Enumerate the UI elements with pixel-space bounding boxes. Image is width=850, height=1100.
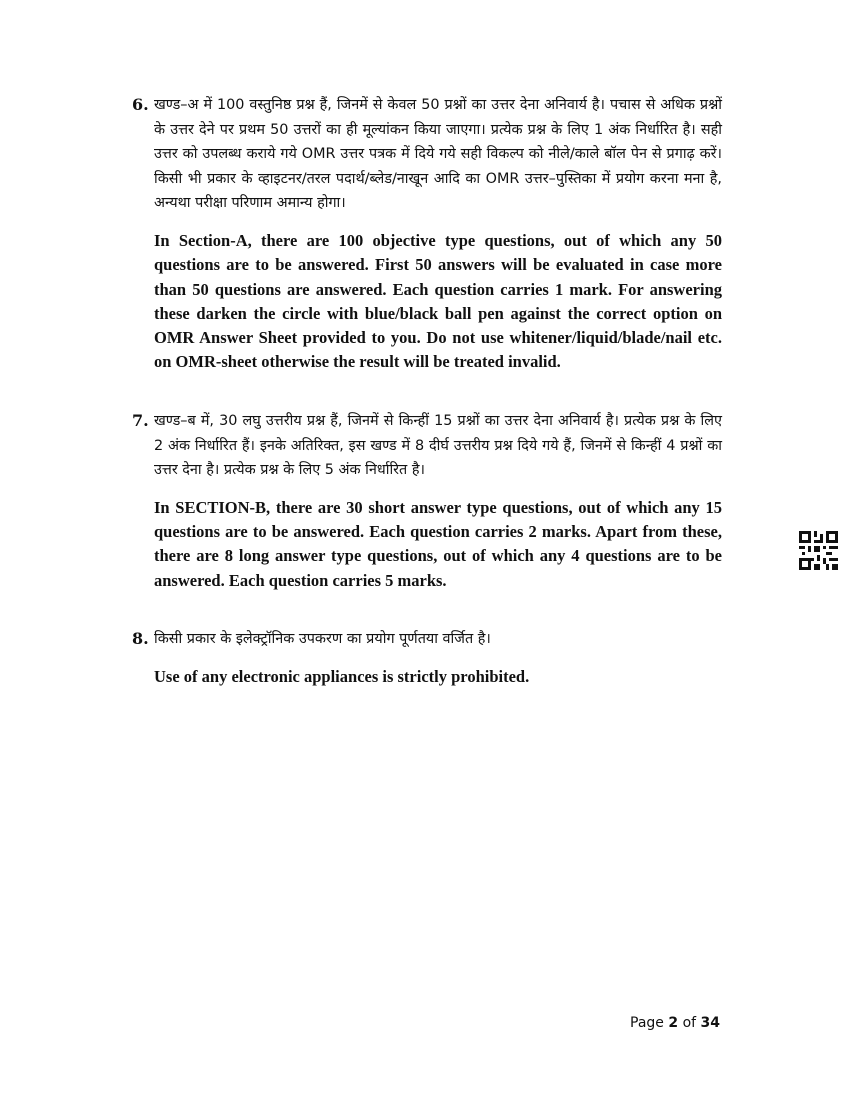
instruction-hindi-text: खण्ड–ब में, 30 लघु उत्तरीय प्रश्न हैं, जिनमें से किन्हीं 15 प्रश्नों का उत्तर देना अनिवार्य है। प्रत्येक प्रश्न के लिए 2 अंक निर्धारित हैं। इनके अतिरिक्त, इस खण्ड में 8 दीर्घ उत्तरीय प्रश्न दिये गये हैं, जिनमें से किन्हीं 4 प्रश्नों का उत्तर देना है। प्रत्येक प्रश्न के लिए 5 अंक निर्धारित है।: [154, 413, 722, 479]
instruction-number: 7.: [132, 411, 149, 430]
instruction-english-text: In SECTION-B, there are 30 short answer type questions, out of which any 15 questions are to be answered. Each question carries 2 marks. Apart from these, there are 8 long answer type questions, out of which any 4 questions are to be answered. Each question carries 5 marks.: [154, 497, 722, 590]
page-current: 2: [668, 1015, 679, 1031]
instruction-hindi-text: खण्ड–अ में 100 वस्तुनिष्ठ प्रश्न हैं, जिनमें से केवल 50 प्रश्नों का उत्तर देना अनिवार्य है। पचास से अधिक प्रश्नों के उत्तर देने पर प्रथम 50 उत्तरों का ही मूल्यांकन किया जाएगा। प्रत्येक प्रश्न के लिए 1 अंक निर्धारित है। सही उत्तर को उपलब्ध कराये गये OMR उत्तर पत्रक में दिये गये सही विकल्प को नीले/काले बॉल पेन से प्रगाढ़ करें। किसी भी प्रकार के व्हाइटनर/तरल पदार्थ/ब्लेड/नाखून आदि का OMR उत्तर–पुस्तिका में प्रयोग करना मना है, अन्यथा परीक्षा परिणाम अमान्य होगा।: [154, 97, 722, 212]
page-label: Page: [630, 1015, 664, 1031]
qr-code-icon: [799, 531, 838, 570]
page-separator: of: [682, 1015, 697, 1031]
instruction-number: 8.: [132, 629, 149, 648]
instruction-item-7: [132, 409, 722, 593]
page-footer: [630, 1015, 720, 1031]
instruction-item-6: [132, 93, 722, 375]
instruction-english-text: In Section-A, there are 100 objective type questions, out of which any 50 questions are to be answered. First 50 answers will be evaluated in case more than 50 questions are answered. Each question carries 1 mark. For answering these darken the circle with blue/black ball pen against the correct option on OMR Answer Sheet provided to you. Do not use whitener/liquid/blade/nail etc. on OMR-sheet otherwise the result will be treated invalid.: [154, 230, 722, 372]
instruction-item-8: [132, 627, 722, 689]
instruction-hindi-text: किसी प्रकार के इलेक्ट्रॉनिक उपकरण का प्रयोग पूर्णतया वर्जित है।: [154, 631, 491, 647]
instruction-english-text: Use of any electronic appliances is strictly prohibited.: [154, 666, 530, 686]
page-total: 34: [700, 1015, 720, 1031]
instruction-number: 6.: [132, 95, 149, 114]
